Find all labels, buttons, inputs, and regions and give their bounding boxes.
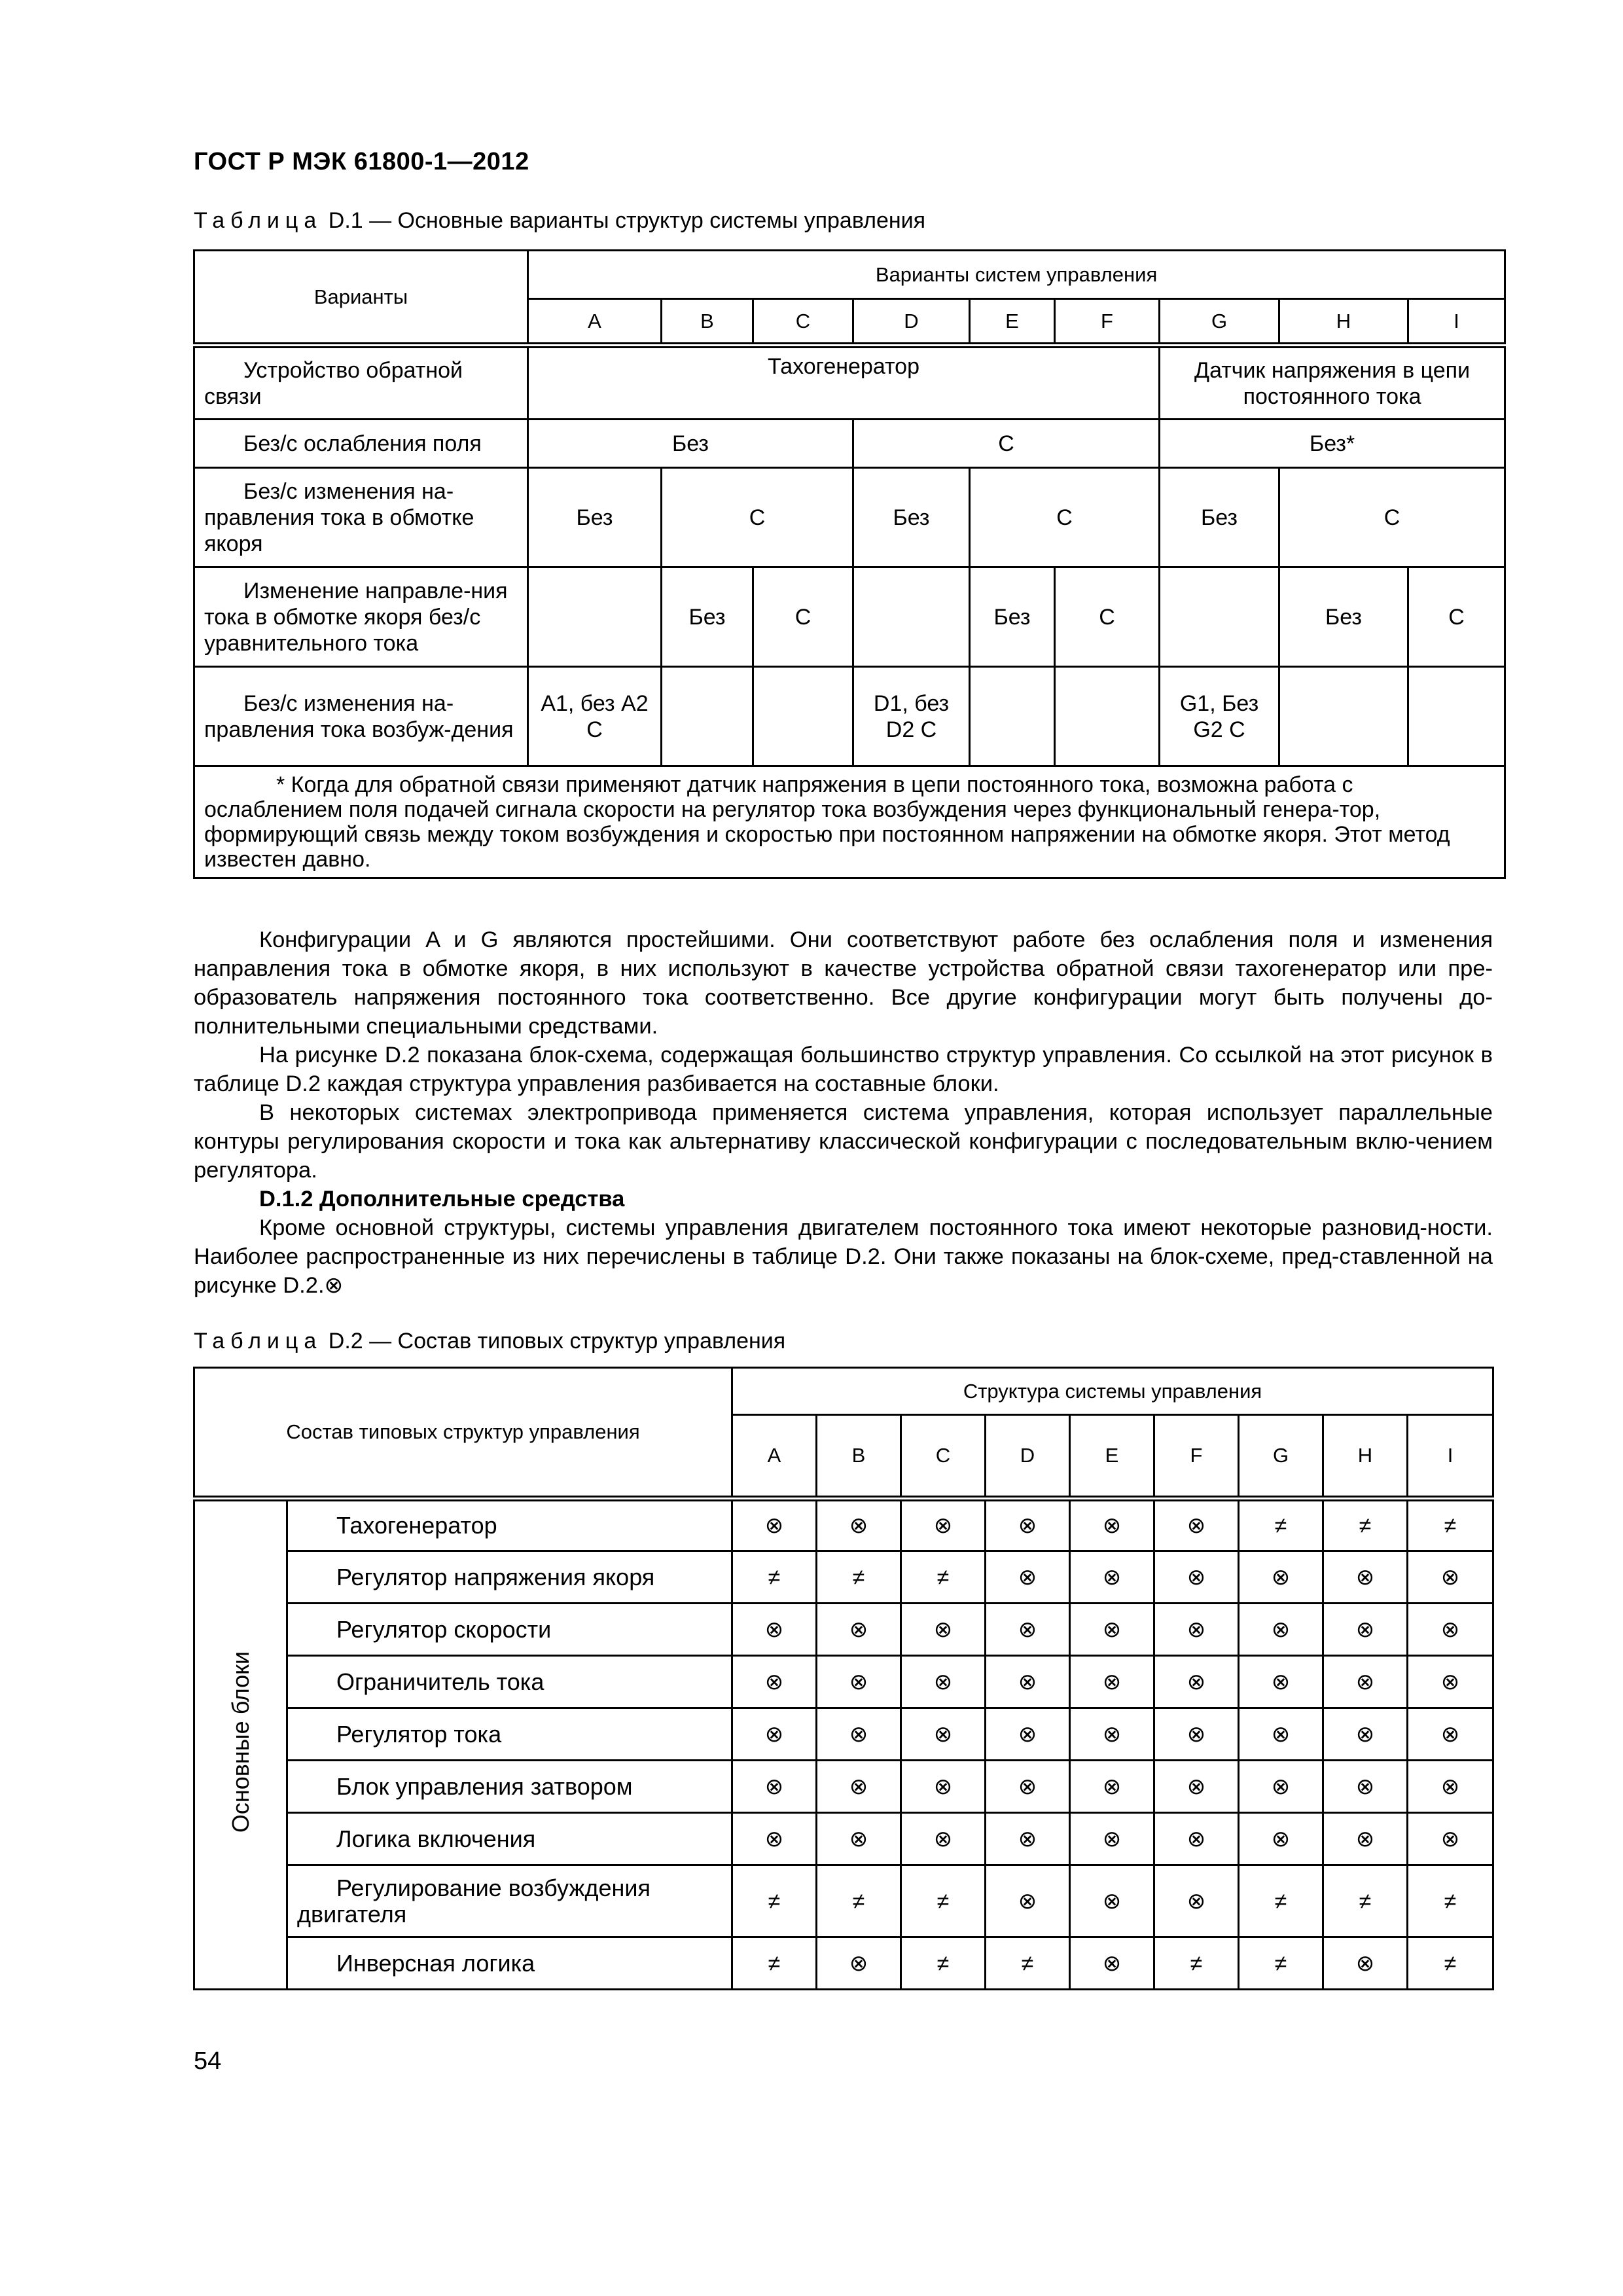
table2-cell: ⊗ xyxy=(732,1499,817,1551)
table2-cell: ≠ xyxy=(1408,1937,1493,1990)
table1-cell: Без xyxy=(528,420,853,468)
table2-cell: ⊗ xyxy=(901,1499,986,1551)
table1-cell xyxy=(1408,667,1505,766)
table2-cell: ⊗ xyxy=(1323,1551,1408,1604)
table1-cell: Без xyxy=(662,567,753,667)
variant-header: H xyxy=(1323,1415,1408,1499)
table1 xyxy=(193,249,1506,879)
table2-cell: ⊗ xyxy=(732,1813,817,1865)
table2-cell: ⊗ xyxy=(1070,1761,1154,1813)
table2-cell: ⊗ xyxy=(901,1604,986,1656)
table2-row-label: Тахогенератор xyxy=(287,1499,732,1551)
table2-cell: ≠ xyxy=(1239,1865,1323,1937)
variant-header: F xyxy=(1055,299,1160,346)
table1-cell: С xyxy=(1055,567,1160,667)
table1-cell: Без xyxy=(970,567,1055,667)
table2-cell: ⊗ xyxy=(986,1865,1070,1937)
variant-header: C xyxy=(901,1415,986,1499)
table2-cell: ⊗ xyxy=(1070,1937,1154,1990)
table2-cell: ⊗ xyxy=(1239,1708,1323,1761)
table2-cell: ⊗ xyxy=(986,1551,1070,1604)
table2-cell: ⊗ xyxy=(1154,1604,1239,1656)
table2-row-label: Блок управления затвором xyxy=(287,1761,732,1813)
table2-cell: ≠ xyxy=(1154,1937,1239,1990)
table2-cell: ⊗ xyxy=(986,1604,1070,1656)
table2-cell: ⊗ xyxy=(1323,1813,1408,1865)
table1-row-label: Без/с изменения на-правления тока в обмотке якоря xyxy=(194,468,528,567)
table2-cell: ⊗ xyxy=(1070,1813,1154,1865)
variant-header: F xyxy=(1154,1415,1239,1499)
variant-header: A xyxy=(528,299,662,346)
table2-cell: ≠ xyxy=(732,1937,817,1990)
table2-cell: ⊗ xyxy=(1070,1551,1154,1604)
table2-cell: ⊗ xyxy=(1239,1656,1323,1708)
table2-row-label: Ограничитель тока xyxy=(287,1656,732,1708)
table2-cell: ⊗ xyxy=(986,1656,1070,1708)
table1-cell: С xyxy=(753,567,853,667)
table2-cell: ⊗ xyxy=(1070,1499,1154,1551)
table2-cell: ⊗ xyxy=(1239,1813,1323,1865)
table1-cell xyxy=(753,667,853,766)
table2-cell: ⊗ xyxy=(1154,1656,1239,1708)
table2-cell: ⊗ xyxy=(817,1937,901,1990)
table2-cell: ⊗ xyxy=(1070,1656,1154,1708)
table2-cell: ⊗ xyxy=(1408,1604,1493,1656)
table2-cell: ⊗ xyxy=(1154,1499,1239,1551)
table1-row-label: Устройство обратной связи xyxy=(194,346,528,420)
table1-footnote: * Когда для обратной связи применяют датчик напряжения в цепи постоянного тока, возможна работа с ослаблением поля подачей сигнала скорости на регулятор тока возбуждения через функциональный генера-тор, формирующий связь между током возбуждения и скоростью при постоянном напряжении на обмотке якоря. Этот метод известен давно. xyxy=(194,766,1505,878)
variant-header: G xyxy=(1239,1415,1323,1499)
variant-header: E xyxy=(970,299,1055,346)
table2-cell: ⊗ xyxy=(1070,1865,1154,1937)
variant-header: C xyxy=(753,299,853,346)
variant-header: E xyxy=(1070,1415,1154,1499)
table2-cell: ⊗ xyxy=(817,1656,901,1708)
table1-cell: Без xyxy=(1160,468,1279,567)
table1-cell xyxy=(1160,567,1279,667)
table2-cell: ⊗ xyxy=(732,1604,817,1656)
table1-row-label: Без/с ослабления поля xyxy=(194,420,528,468)
table2-row-label: Регулятор тока xyxy=(287,1708,732,1761)
table2-cell: ≠ xyxy=(1239,1937,1323,1990)
table2-cell: ≠ xyxy=(1408,1865,1493,1937)
table2-cell: ⊗ xyxy=(1323,1761,1408,1813)
paragraph: На рисунке D.2 показана блок-схема, содержащая большинство структур управления. Со ссылкой на этот рисунок в таблице D.2 каждая структура управления разбивается на составные блоки. xyxy=(194,1043,1493,1096)
page-number: 54 xyxy=(194,2047,222,2075)
table1-cell: Без xyxy=(528,468,662,567)
variant-header: B xyxy=(662,299,753,346)
table2-cell: ⊗ xyxy=(1323,1708,1408,1761)
table2-cell: ⊗ xyxy=(986,1813,1070,1865)
table1-cell: Тахогенератор xyxy=(528,346,1160,420)
table1-cell xyxy=(970,667,1055,766)
table2-row-label: Регулятор напряжения якоря xyxy=(287,1551,732,1604)
table2-cell: ⊗ xyxy=(986,1499,1070,1551)
table2-cell: ⊗ xyxy=(1154,1865,1239,1937)
table1-cell xyxy=(1055,667,1160,766)
table1-cell xyxy=(1279,667,1408,766)
table2-cell: ⊗ xyxy=(1239,1551,1323,1604)
body-text xyxy=(194,925,1493,1300)
table2-cell: ≠ xyxy=(1323,1865,1408,1937)
table2-row-label: Регулятор скорости xyxy=(287,1604,732,1656)
table2-cell: ⊗ xyxy=(1239,1604,1323,1656)
table1-row-label: Изменение направле-ния тока в обмотке якоря без/с уравнительного тока xyxy=(194,567,528,667)
table2-cell: ≠ xyxy=(732,1551,817,1604)
table2-cell: ⊗ xyxy=(901,1761,986,1813)
table1-cell: A1, без A2 С xyxy=(528,667,662,766)
table2-cell: ⊗ xyxy=(817,1761,901,1813)
table1-cell: Без xyxy=(853,468,970,567)
variant-header: G xyxy=(1160,299,1279,346)
table2-cell: ⊗ xyxy=(1154,1551,1239,1604)
table2-cell: ≠ xyxy=(732,1865,817,1937)
table1-cell: С xyxy=(853,420,1160,468)
document-header: ГОСТ Р МЭК 61800-1—2012 xyxy=(194,148,529,175)
table2-cell: ⊗ xyxy=(901,1708,986,1761)
table2-cell: ⊗ xyxy=(1070,1708,1154,1761)
paragraph: В некоторых системах электропривода применяется система управления, которая использует параллельные контуры регулирования скорости и тока как альтернативу классической конфигурации с последовательным вклю-чением регулятора. xyxy=(194,1100,1493,1183)
table2-caption: Таблица D.2 — Состав типовых структур управления xyxy=(194,1329,786,1354)
table1-cell xyxy=(528,567,662,667)
table2-row-label: Регулирование возбуждения двигателя xyxy=(287,1865,732,1937)
table1-cell: D1, без D2 С xyxy=(853,667,970,766)
table2-cell: ⊗ xyxy=(1323,1604,1408,1656)
table2-cell: ≠ xyxy=(817,1551,901,1604)
table1-cell: С xyxy=(1279,468,1505,567)
variant-header: D xyxy=(986,1415,1070,1499)
table1-cell: С xyxy=(662,468,853,567)
table2-header-group: Структура системы управления xyxy=(732,1368,1493,1415)
table2-cell: ⊗ xyxy=(986,1708,1070,1761)
table2-cell: ≠ xyxy=(986,1937,1070,1990)
table2-cell: ⊗ xyxy=(901,1656,986,1708)
table2-header-composition: Состав типовых структур управления xyxy=(194,1368,732,1499)
table2-cell: ≠ xyxy=(817,1865,901,1937)
variant-header: B xyxy=(817,1415,901,1499)
table1-cell xyxy=(662,667,753,766)
table2-cell: ⊗ xyxy=(1070,1604,1154,1656)
table2-cell: ⊗ xyxy=(986,1761,1070,1813)
table2-cell: ⊗ xyxy=(817,1813,901,1865)
variant-header: I xyxy=(1408,299,1505,346)
section-heading: D.1.2 Дополнительные средства xyxy=(259,1187,625,1211)
table2-cell: ⊗ xyxy=(817,1499,901,1551)
table1-cell: G1, Без G2 С xyxy=(1160,667,1279,766)
table2-cell: ⊗ xyxy=(732,1656,817,1708)
table2-row-label: Логика включения xyxy=(287,1813,732,1865)
table2-cell: ⊗ xyxy=(1323,1937,1408,1990)
paragraph: Конфигурации A и G являются простейшими. Они соответствуют работе без ослабления поля и изменения направления тока в обмотке якоря, в них используют в качестве устройства обратной связи тахогенератор или пре-образователь напряжения постоянного тока соответственно. Все другие конфигурации могут быть получены до-полнительными специальными средствами. xyxy=(194,927,1493,1039)
table2-cell: ≠ xyxy=(901,1865,986,1937)
table2-cell: ⊗ xyxy=(1408,1551,1493,1604)
table2-cell: ≠ xyxy=(1323,1499,1408,1551)
variant-header: D xyxy=(853,299,970,346)
table2-cell: ⊗ xyxy=(1154,1761,1239,1813)
table2-cell: ⊗ xyxy=(1408,1761,1493,1813)
table2-row-label: Инверсная логика xyxy=(287,1937,732,1990)
table2-cell: ⊗ xyxy=(1239,1761,1323,1813)
table2-cell: ⊗ xyxy=(1154,1813,1239,1865)
table2-cell: ≠ xyxy=(1239,1499,1323,1551)
paragraph: Кроме основной структуры, системы управления двигателем постоянного тока имеют некоторые разновид-ности. Наиболее распространенные из них перечислены в таблице D.2. Они также показаны на блок-схеме, пред-ставленной на рисунке D.2.⊗ xyxy=(194,1215,1493,1298)
table2-side-label: Основные блоки xyxy=(194,1499,287,1990)
table1-cell: С xyxy=(970,468,1160,567)
table2-cell: ⊗ xyxy=(901,1813,986,1865)
variant-header: H xyxy=(1279,299,1408,346)
table2-cell: ⊗ xyxy=(1154,1708,1239,1761)
table1-cell: Без* xyxy=(1160,420,1505,468)
table2-cell: ≠ xyxy=(901,1937,986,1990)
table2-cell: ⊗ xyxy=(732,1708,817,1761)
table2-cell: ⊗ xyxy=(1408,1708,1493,1761)
table1-header-group: Варианты систем управления xyxy=(528,251,1505,299)
table1-cell: С xyxy=(1408,567,1505,667)
table2-cell: ⊗ xyxy=(732,1761,817,1813)
variant-header: A xyxy=(732,1415,817,1499)
table1-header-variants: Варианты xyxy=(194,251,528,346)
table2-cell: ⊗ xyxy=(817,1604,901,1656)
table1-cell xyxy=(853,567,970,667)
table2-cell: ⊗ xyxy=(1408,1813,1493,1865)
table2-cell: ⊗ xyxy=(1323,1656,1408,1708)
table2-cell: ≠ xyxy=(901,1551,986,1604)
table2 xyxy=(193,1367,1494,1990)
table2-cell: ⊗ xyxy=(817,1708,901,1761)
table1-caption: Таблица D.1 — Основные варианты структур системы управления xyxy=(194,208,926,233)
variant-header: I xyxy=(1408,1415,1493,1499)
table1-row-label: Без/с изменения на-правления тока возбуж-дения xyxy=(194,667,528,766)
table2-cell: ≠ xyxy=(1408,1499,1493,1551)
table2-cell: ⊗ xyxy=(1408,1656,1493,1708)
table1-cell: Датчик напряжения в цепи постоянного тока xyxy=(1160,346,1505,420)
table1-cell: Без xyxy=(1279,567,1408,667)
